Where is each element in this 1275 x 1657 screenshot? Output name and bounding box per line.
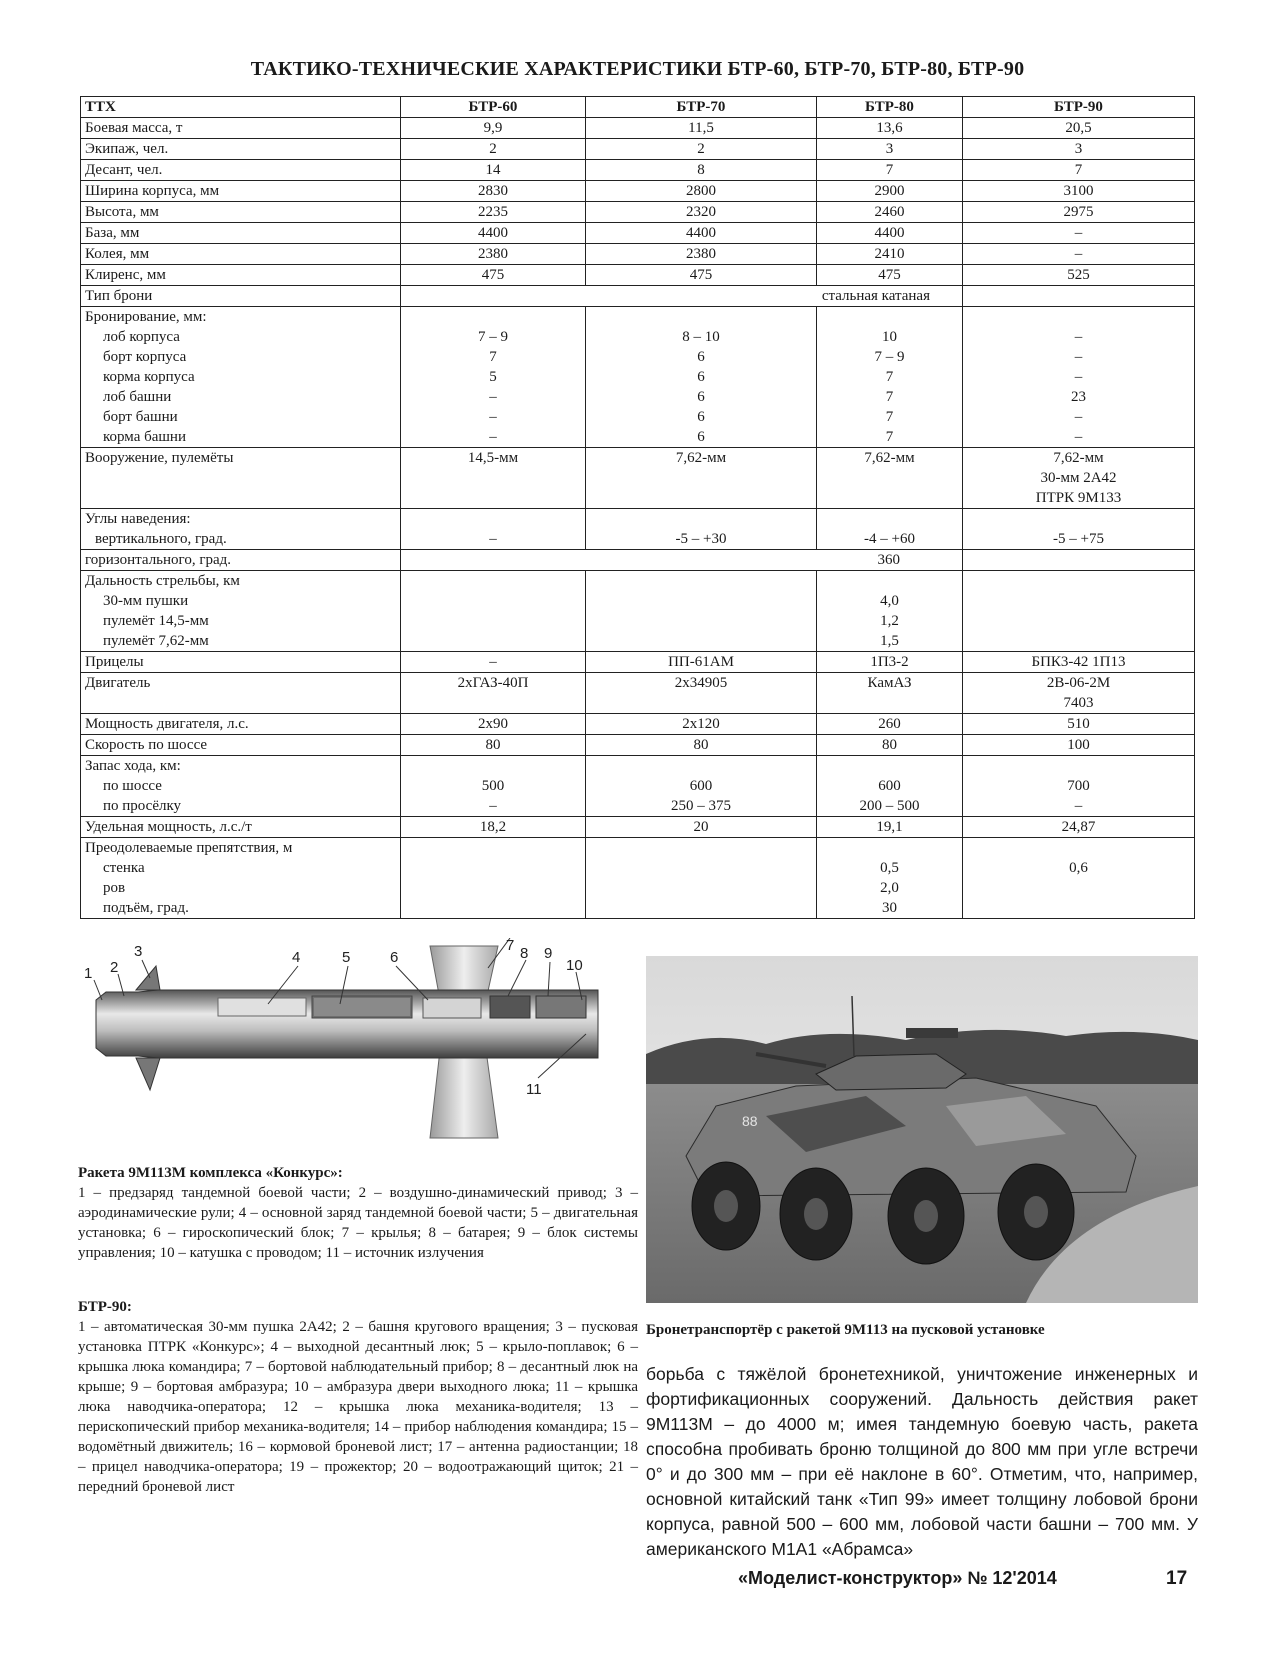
row-label: Преодолеваемые препятствия, м стенка ров подъём, град. <box>81 838 401 919</box>
main-charge <box>218 998 306 1016</box>
cell: 1П3-2 <box>817 652 963 673</box>
cell: 2800 <box>586 181 817 202</box>
photo-caption: Бронетранспортёр с ракетой 9М113 на пусковой установке <box>646 1322 1045 1338</box>
cell: 2х120 <box>586 714 817 735</box>
row-label: Экипаж, чел. <box>81 139 401 160</box>
label-1: 1 <box>84 965 93 982</box>
row-label: Бронирование, мм: лоб корпуса борт корпуса корма корпуса лоб башни борт башни корма башни <box>81 307 401 448</box>
cell: 2380 <box>401 244 586 265</box>
cell <box>963 286 1195 307</box>
cell <box>401 838 586 919</box>
cell: 475 <box>817 265 963 286</box>
label-6: 6 <box>390 949 399 966</box>
cell: 14 <box>401 160 586 181</box>
cell: 475 <box>586 265 817 286</box>
control-unit <box>536 996 586 1018</box>
cell: ПП-61АМ <box>586 652 817 673</box>
missile-caption-text: 1 – предзаряд тандемной боевой части; 2 – воздушно-динамический привод; 3 – аэродинамические рули; 4 – основной заряд тандемной боевой части; 5 – двигательная установка; 6 – гироскопический блок; 7 – крылья; 8 – батарея; 9 – блок системы управления; 10 – катушка с проводом; 11 – источник излучения <box>78 1185 638 1261</box>
table-row <box>81 181 1195 202</box>
cell: 2х90 <box>401 714 586 735</box>
cell: 18,2 <box>401 817 586 838</box>
article-text: борьба с тяжёлой бронетехникой, уничтожение инженерных и фортификационных сооружений. Дальность действия ракет 9М113М – до 4000 м; имея тандемную боевую часть, ракета способна пробивать броню толщиной до 800 мм при угле встречи 0° и до 300 мм – при её наклоне в 60°. Отметим, что, например, основной китайский танк «Тип 99» имеет толщину лобовой брони корпуса, равной 500 – 600 мм, лобовой части башни – 700 мм. У американского М1А1 «Абрамса» <box>646 1364 1198 1559</box>
table-row <box>81 118 1195 139</box>
label-10: 10 <box>566 957 583 974</box>
header-btr60: БТР-60 <box>401 97 586 118</box>
row-label: База, мм <box>81 223 401 244</box>
cell: 80 <box>817 735 963 756</box>
label-7: 7 <box>506 938 515 954</box>
cell: – <box>963 244 1195 265</box>
cell <box>401 571 586 652</box>
btr90-caption-title: БТР-90: <box>78 1299 132 1315</box>
cell: – <box>401 509 586 550</box>
cell: 2 <box>401 139 586 160</box>
table-header-row <box>81 97 1195 118</box>
gyro-block <box>423 998 481 1018</box>
table-row <box>81 202 1195 223</box>
cell: 260 <box>817 714 963 735</box>
cell: 525 <box>963 265 1195 286</box>
table-row <box>81 838 1195 919</box>
canard-top <box>136 966 160 990</box>
cell: 80 <box>586 735 817 756</box>
cell: 3100 <box>963 181 1195 202</box>
cell: 4,0 1,2 1,5 <box>817 571 963 652</box>
cell: 11,5 <box>586 118 817 139</box>
cell: -5 – +30 <box>586 509 817 550</box>
cell: 4400 <box>401 223 586 244</box>
wing-bottom <box>430 1050 498 1138</box>
cell: КамАЗ <box>817 673 963 714</box>
cell: 3 <box>963 139 1195 160</box>
table-row <box>81 244 1195 265</box>
cell <box>586 838 817 919</box>
table-row <box>81 571 1195 652</box>
table-row <box>81 307 1195 448</box>
cell: стальная катаная <box>401 286 963 307</box>
cell: 7,62-мм <box>586 448 817 509</box>
cell: 19,1 <box>817 817 963 838</box>
cell: 3 <box>817 139 963 160</box>
table-row <box>81 673 1195 714</box>
row-label: Тип брони <box>81 286 401 307</box>
cell: 7,62-мм <box>817 448 963 509</box>
wheel-hub <box>914 1200 938 1232</box>
missile-caption <box>78 1163 638 1263</box>
btr90-caption <box>78 1297 638 1497</box>
cell: 8 – 10 6 6 6 6 6 <box>586 307 817 448</box>
header-btr70: БТР-70 <box>586 97 817 118</box>
label-9: 9 <box>544 945 553 962</box>
cell <box>586 571 817 652</box>
cell: 2900 <box>817 181 963 202</box>
cell: 13,6 <box>817 118 963 139</box>
row-label: Углы наведения: вертикального, град. <box>81 509 401 550</box>
cell: 4400 <box>817 223 963 244</box>
cell: -4 – +60 <box>817 509 963 550</box>
cell: 7,62-мм 30-мм 2А42 ПТРК 9М133 <box>963 448 1195 509</box>
cell: – <box>963 223 1195 244</box>
row-label: Двигатель <box>81 673 401 714</box>
table-row <box>81 265 1195 286</box>
table-row <box>81 817 1195 838</box>
label-5: 5 <box>342 949 351 966</box>
cell: 2х34905 <box>586 673 817 714</box>
cell: 2410 <box>817 244 963 265</box>
table-row <box>81 223 1195 244</box>
cell: 0,6 <box>963 838 1195 919</box>
missile-caption-title: Ракета 9М113М комплекса «Конкурс»: <box>78 1165 343 1181</box>
cell: 600 200 – 500 <box>817 756 963 817</box>
cell: 2975 <box>963 202 1195 223</box>
apc-photo <box>646 956 1198 1303</box>
cell: 2830 <box>401 181 586 202</box>
table-row <box>81 735 1195 756</box>
row-label: Колея, мм <box>81 244 401 265</box>
btr90-caption-text: 1 – автоматическая 30-мм пушка 2А42; 2 – башня кругового вращения; 3 – пусковая установка ПТРК «Конкурс»; 4 – выходной десантный люк; 5 – крыло-поплавок; 6 – крышка люка командира; 7 – бортовой наблюдательный прибор; 8 – десантный люк на крыше; 9 – бортовая амбразура; 10 – амбразура двери выходного люка; 11 – крышка люка наводчика-оператора; 12 – крышка люка механика-водителя; 13 – перископический прибор механика-водителя; 14 – прибор наблюдения командира; 15 – водомётный движитель; 16 – кормовой броневой лист; 17 – антенна радиостанции; 18 – прицел наводчика-оператора; 19 – прожектор; 20 – водоотражающий щиток; 21 – передний броневой лист <box>78 1319 638 1495</box>
row-label: Скорость по шоссе <box>81 735 401 756</box>
cell: – <box>401 652 586 673</box>
table-row <box>81 550 1195 571</box>
cell: 100 <box>963 735 1195 756</box>
cell: 10 7 – 9 7 7 7 7 <box>817 307 963 448</box>
row-label: Десант, чел. <box>81 160 401 181</box>
row-label: Боевая масса, т <box>81 118 401 139</box>
table-row <box>81 160 1195 181</box>
row-label: Клиренс, мм <box>81 265 401 286</box>
cell: 80 <box>401 735 586 756</box>
label-4: 4 <box>292 949 301 966</box>
cell: 2320 <box>586 202 817 223</box>
label-8: 8 <box>520 945 529 962</box>
cell: 20,5 <box>963 118 1195 139</box>
cell: – – – 23 – – <box>963 307 1195 448</box>
row-label: горизонтального, град. <box>81 550 401 571</box>
cell: 7 <box>963 160 1195 181</box>
hull-number: 88 <box>742 1113 758 1129</box>
row-label: Ширина корпуса, мм <box>81 181 401 202</box>
cell: 2 <box>586 139 817 160</box>
atgm-launcher <box>906 1028 958 1038</box>
cell: 0,5 2,0 30 <box>817 838 963 919</box>
header-btr90: БТР-90 <box>963 97 1195 118</box>
label-2: 2 <box>110 959 119 976</box>
wheel-hub <box>804 1198 828 1230</box>
row-label: Запас хода, км: по шоссе по просёлку <box>81 756 401 817</box>
cell: 14,5-мм <box>401 448 586 509</box>
cell: 600 250 – 375 <box>586 756 817 817</box>
table-row <box>81 509 1195 550</box>
magazine-footer: «Моделист-конструктор» № 12'2014 <box>738 1568 1057 1588</box>
cell: -5 – +75 <box>963 509 1195 550</box>
wheel-hub <box>1024 1196 1048 1228</box>
row-label: Удельная мощность, л.с./т <box>81 817 401 838</box>
missile-diagram <box>78 938 638 1158</box>
cell: 2В-06-2М 7403 <box>963 673 1195 714</box>
cell: БПК3-42 1П13 <box>963 652 1195 673</box>
cell: 500 – <box>401 756 586 817</box>
label-3: 3 <box>134 943 143 960</box>
cell <box>963 550 1195 571</box>
cell: 700 – <box>963 756 1195 817</box>
row-label: Высота, мм <box>81 202 401 223</box>
table-row <box>81 756 1195 817</box>
cell: 2460 <box>817 202 963 223</box>
engine-fill <box>314 998 410 1016</box>
cell: 2235 <box>401 202 586 223</box>
page-title: ТАКТИКО-ТЕХНИЧЕСКИЕ ХАРАКТЕРИСТИКИ БТР-60, БТР-70, БТР-80, БТР-90 <box>250 58 1025 80</box>
row-label: Мощность двигателя, л.с. <box>81 714 401 735</box>
cell: 2380 <box>586 244 817 265</box>
row-label: Вооружение, пулемёты <box>81 448 401 509</box>
label-11: 11 <box>526 1081 542 1098</box>
cell: 360 <box>401 550 963 571</box>
row-label: Прицелы <box>81 652 401 673</box>
table-row <box>81 652 1195 673</box>
canard-bottom <box>136 1058 160 1090</box>
cell: 8 <box>586 160 817 181</box>
cell: 7 <box>817 160 963 181</box>
table-row <box>81 448 1195 509</box>
cell: 475 <box>401 265 586 286</box>
table-row <box>81 139 1195 160</box>
wheel-hub <box>714 1190 738 1222</box>
battery <box>490 996 530 1018</box>
page-number: 17 <box>1166 1568 1188 1589</box>
cell: 9,9 <box>401 118 586 139</box>
header-ttx: ТТХ <box>81 97 401 118</box>
cell: 24,87 <box>963 817 1195 838</box>
cell <box>963 571 1195 652</box>
spec-table <box>80 96 1195 919</box>
header-btr80: БТР-80 <box>817 97 963 118</box>
cell: 510 <box>963 714 1195 735</box>
cell: 2хГАЗ-40П <box>401 673 586 714</box>
row-label: Дальность стрельбы, км 30-мм пушки пулемёт 14,5-мм пулемёт 7,62-мм <box>81 571 401 652</box>
cell: 20 <box>586 817 817 838</box>
table-row <box>81 286 1195 307</box>
table-row <box>81 714 1195 735</box>
cell: 7 – 9 7 5 – – – <box>401 307 586 448</box>
cell: 4400 <box>586 223 817 244</box>
